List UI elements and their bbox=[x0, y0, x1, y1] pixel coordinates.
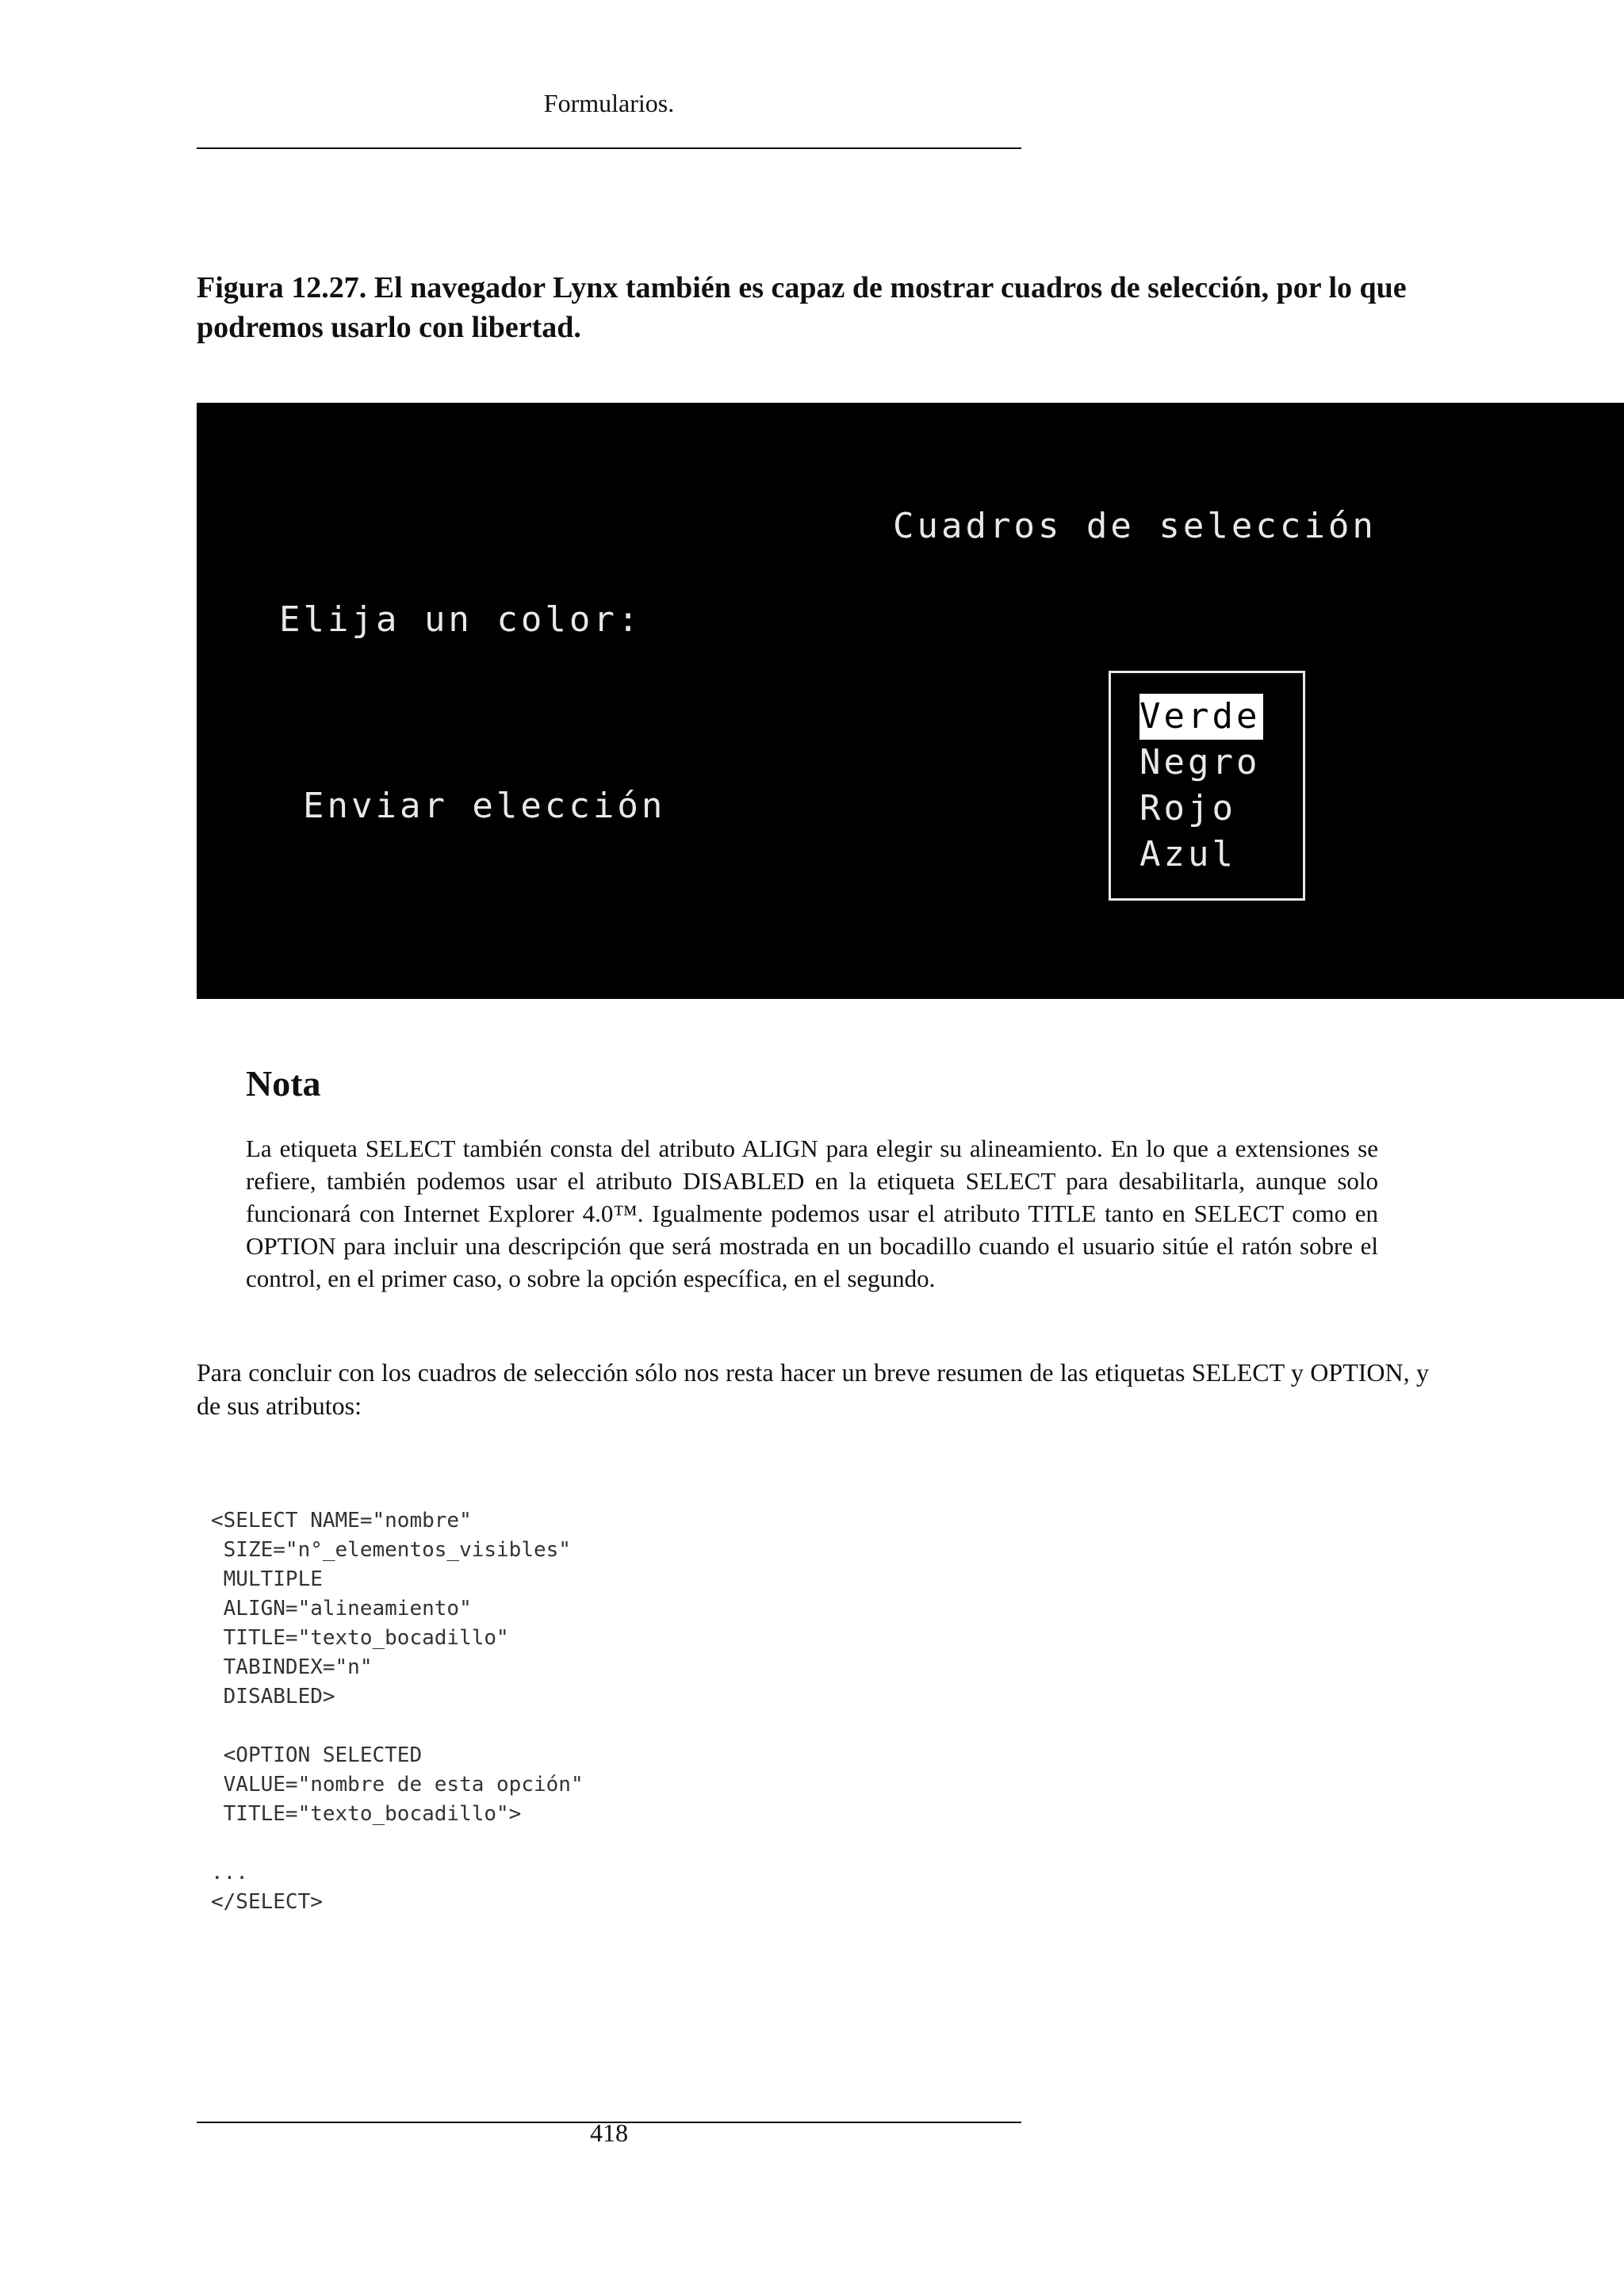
select-option-verde[interactable] bbox=[1139, 694, 1263, 740]
select-option-label: Verde bbox=[1139, 696, 1261, 737]
color-select-box[interactable] bbox=[1109, 671, 1305, 901]
header-rule bbox=[197, 147, 1021, 149]
lynx-screenshot bbox=[197, 403, 1624, 999]
color-prompt-label: Elija un color: bbox=[279, 599, 642, 640]
note-heading: Nota bbox=[246, 1063, 321, 1104]
figure-caption: Figura 12.27. El navegador Lynx también es capaz de mostrar cuadros de selección, por lo que podremos usarlo con libertad. bbox=[197, 271, 1407, 344]
note-body: La etiqueta SELECT también consta del atributo ALIGN para elegir su alineamiento. En lo que a extensiones se refiere, también podemos usar el atributo DISABLED en la etiqueta SELECT para desabilitarla, aunque solo funcionará con Internet Explorer 4.0™. Igualmente podemos usar el atributo TITLE tanto en SELECT como en OPTION para incluir una descripción que será mostrada en un bocadillo cuando el usuario sitúe el ratón sobre el control, en el primer caso, o sobre la opción específica, en el segundo. bbox=[246, 1135, 1378, 1292]
select-option-rojo[interactable] bbox=[1139, 786, 1263, 832]
running-header: Formularios. bbox=[543, 89, 675, 117]
select-option-label: Azul bbox=[1139, 834, 1236, 874]
select-option-label: Rojo bbox=[1139, 788, 1236, 828]
submit-button[interactable]: Enviar elección bbox=[303, 786, 666, 826]
summary-paragraph: Para concluir con los cuadros de selección sólo nos resta hacer un breve resumen de las etiquetas SELECT y OPTION, y de sus atributos: bbox=[197, 1358, 1429, 1420]
code-block: <SELECT NAME="nombre" SIZE="n°_elementos_visibles" MULTIPLE ALIGN="alineamiento" TITLE="texto_bocadillo" TABINDEX="n" DISABLED> <OPTION SELECTED VALUE="nombre de esta opción" TITLE="texto_bocadillo"> ... </SELECT> bbox=[211, 1509, 584, 1914]
select-option-label: Negro bbox=[1139, 742, 1261, 783]
color-option-list bbox=[1139, 694, 1263, 878]
screen-title: Cuadros de selección bbox=[893, 506, 1377, 546]
select-option-azul[interactable] bbox=[1139, 832, 1263, 878]
page-number: 418 bbox=[590, 2118, 628, 2147]
select-option-negro[interactable] bbox=[1139, 740, 1263, 786]
